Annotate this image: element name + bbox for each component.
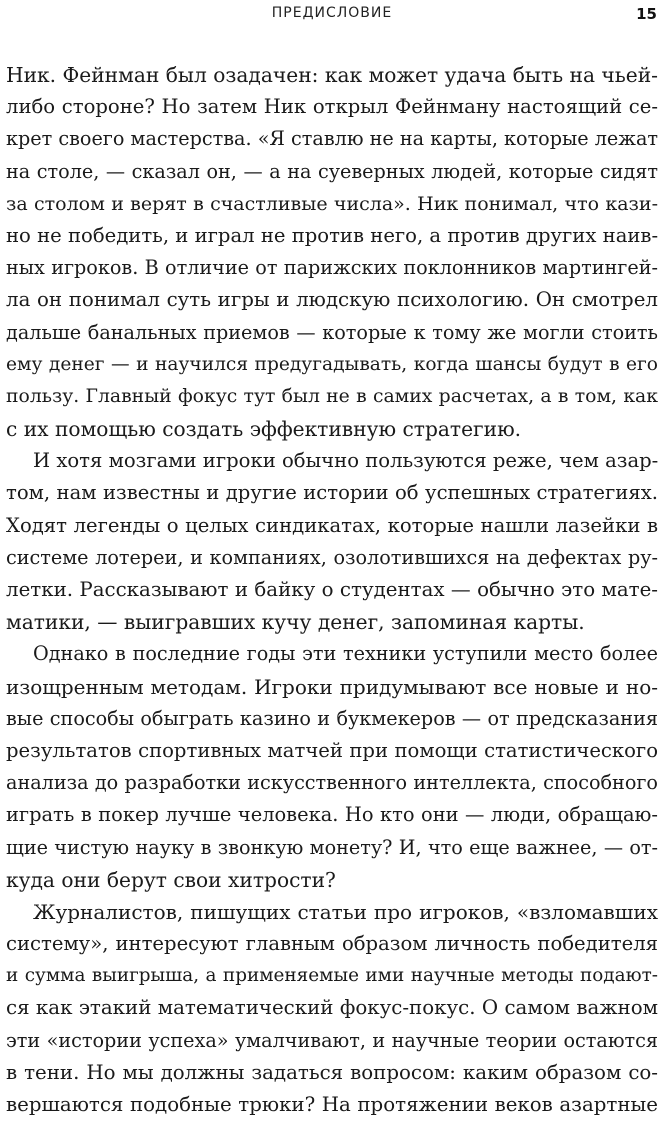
text-line: крет своего мастерства. «Я ставлю не на карты, которые лежат [6, 127, 658, 151]
text-line: Однако в последние годы эти техники уступили место более [33, 642, 658, 666]
body-text [6, 59, 658, 1121]
page-number: 15 [636, 5, 657, 23]
text-line: ла он понимал суть игры и людскую психологию. Он смотрел [6, 288, 658, 312]
text-line: изощренным методам. Игроки придумывают все новые и но- [6, 674, 658, 699]
text-line: вые способы обыграть казино и букмекеров — от предсказания [6, 706, 658, 730]
text-line: на столе, — сказал он, — а на суеверных людей, которые сидят [6, 159, 658, 183]
text-line: щие чистую науку в звонкую монету? И, что еще важнее, — от- [6, 835, 658, 859]
text-line: пользу. Главный фокус тут был не в самих расчетах, а в том, как [6, 385, 658, 407]
text-line: в тени. Но мы должны задаться вопросом: каким образом со- [6, 1060, 658, 1084]
text-line: ных игроков. В отличие от парижских поклонников мартингей- [6, 256, 658, 280]
text-line: играть в покер лучше человека. Но кто они — люди, обращаю- [6, 803, 658, 827]
text-line: системе лотереи, и компаниях, озолотившихся на дефектах ру- [6, 545, 658, 569]
running-head [0, 5, 664, 27]
text-line: вершаются подобные трюки? На протяжении веков азартные [6, 1093, 658, 1116]
text-line: и сумма выигрыша, а применяемые ими научные методы подают- [6, 965, 658, 987]
text-line: результатов спортивных матчей при помощи статистического [6, 738, 658, 762]
text-line: Ходят легенды о целых синдикатах, которые нашли лазейки в [6, 513, 658, 537]
text-line: Ник. Фейнман был озадачен: как может удача быть на чьей- [6, 63, 658, 87]
text-line: Журналистов, пишущих статьи про игроков, «взломавших [33, 899, 658, 924]
text-line: летки. Рассказывают и байку о студентах — обычно это мате- [6, 578, 658, 601]
text-line: матики, — выигравших кучу денег, запоминая карты. [6, 610, 585, 635]
text-line: куда они берут свои хитрости? [6, 867, 336, 892]
text-line: либо стороне? Но затем Ник открыл Фейнману настоящий се- [6, 95, 658, 119]
text-line: с их помощью создать эффективную стратегию. [6, 417, 522, 442]
text-line: систему», интересуют главным образом личность победителя [6, 932, 658, 956]
text-line: но не победить, и играл не против него, а против других наив- [6, 223, 659, 247]
text-line: дальше банальных приемов — которые к тому же могли стоить [6, 320, 658, 344]
text-line: эти «истории успеха» умалчивают, и научные теории остаются [6, 1028, 658, 1052]
running-title: ПРЕДИСЛОВИЕ [271, 5, 393, 21]
text-line: И хотя мозгами игроки обычно пользуются реже, чем азар- [33, 449, 659, 473]
text-line: ся как этакий математический фокус-покус. О самом важном [6, 996, 658, 1020]
text-line: анализа до разработки искусственного интеллекта, способного [6, 771, 658, 795]
text-line: за столом и верят в счастливые числа». Ник понимал, что кази- [6, 192, 658, 215]
text-line: ему денег — и научился предугадывать, когда шансы будут в его [6, 353, 658, 375]
text-line: том, нам известны и другие истории об успешных стратегиях. [6, 481, 658, 505]
